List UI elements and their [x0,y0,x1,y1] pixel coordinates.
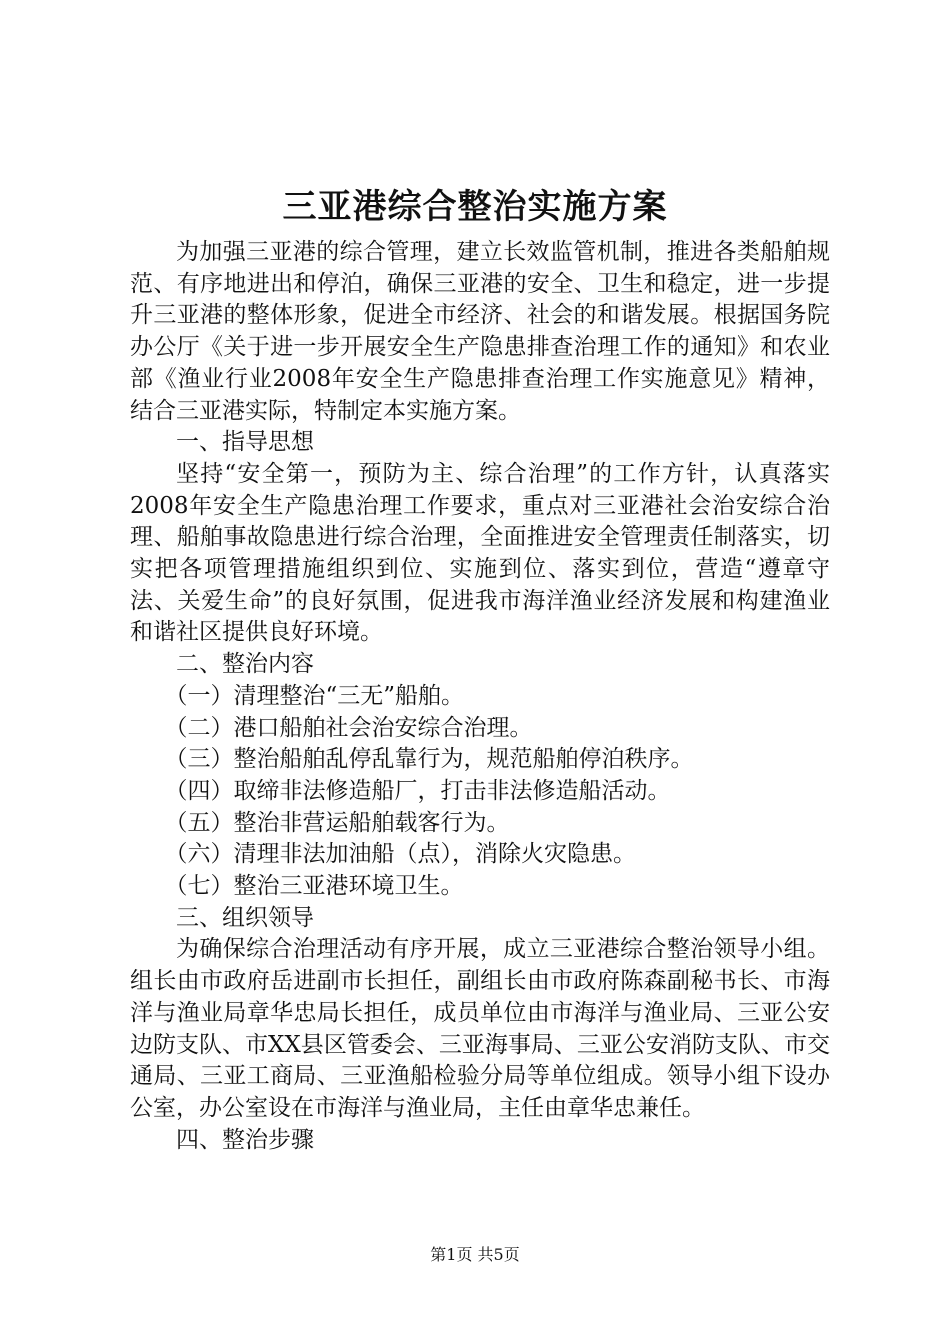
guiding-ideology-paragraph: 坚持“安全第一，预防为主、综合治理”的工作方针，认真落实2008年安全生产隐患治理工作要求，重点对三亚港社会治安综合治理、船舶事故隐患进行综合治理，全面推进安全管理责任制落实，切实把各项管理措施组织到位、实施到位、落实到位，营造“遵章守法、关爱生命”的良好氛围，促进我市海洋渔业经济发展和构建渔业和谐社区提供良好环境。 [130,460,830,646]
section-heading-organization: 三、组织领导 [176,904,314,931]
page-footer: 第1页 共5页 [430,1245,520,1264]
rectification-item-7: （七）整治三亚港环境卫生。 [164,873,464,900]
rectification-item-5: （五）整治非营运船舶载客行为。 [164,809,510,836]
intro-paragraph: 为加强三亚港的综合管理，建立长效监管机制，推进各类船舶规范、有序地进出和停泊，确保三亚港的安全、卫生和稳定，进一步提升三亚港的整体形象，促进全市经济、社会的和谐发展。根据国务院办公厅《关于进一步开展安全生产隐患排查治理工作的通知》和农业部《渔业行业2008年安全生产隐患排查治理工作实施意见》精神，结合三亚港实际，特制定本实施方案。 [130,239,830,424]
section-heading-rectification-content: 二、整治内容 [176,651,314,678]
document-body [130,237,830,1156]
rectification-item-6: （六）清理非法加油船（点），消除火灾隐患。 [164,841,636,868]
rectification-item-3: （三）整治船舶乱停乱靠行为，规范船舶停泊秩序。 [164,746,694,773]
rectification-item-2: （二）港口船舶社会治安综合治理。 [164,714,533,741]
document-title: 三亚港综合整治实施方案 [282,187,668,227]
rectification-item-4: （四）取缔非法修造船厂，打击非法修造船活动。 [164,777,671,804]
section-heading-steps: 四、整治步骤 [176,1126,314,1153]
organization-paragraph: 为确保综合治理活动有序开展，成立三亚港综合整治领导小组。组长由市政府岳进副市长担任，副组长由市政府陈森副秘书长、市海洋与渔业局章华忠局长担任，成员单位由市海洋与渔业局、三亚公安边防支队、市XX县区管委会、三亚海事局、三亚公安消防支队、市交通局、三亚工商局、三亚渔船检验分局等单位组成。领导小组下设办公室，办公室设在市海洋与渔业局，主任由章华忠兼任。 [130,936,830,1121]
rectification-item-1: （一）清理整治“三无”船舶。 [164,682,465,709]
section-heading-guiding-ideology: 一、指导思想 [176,429,314,456]
